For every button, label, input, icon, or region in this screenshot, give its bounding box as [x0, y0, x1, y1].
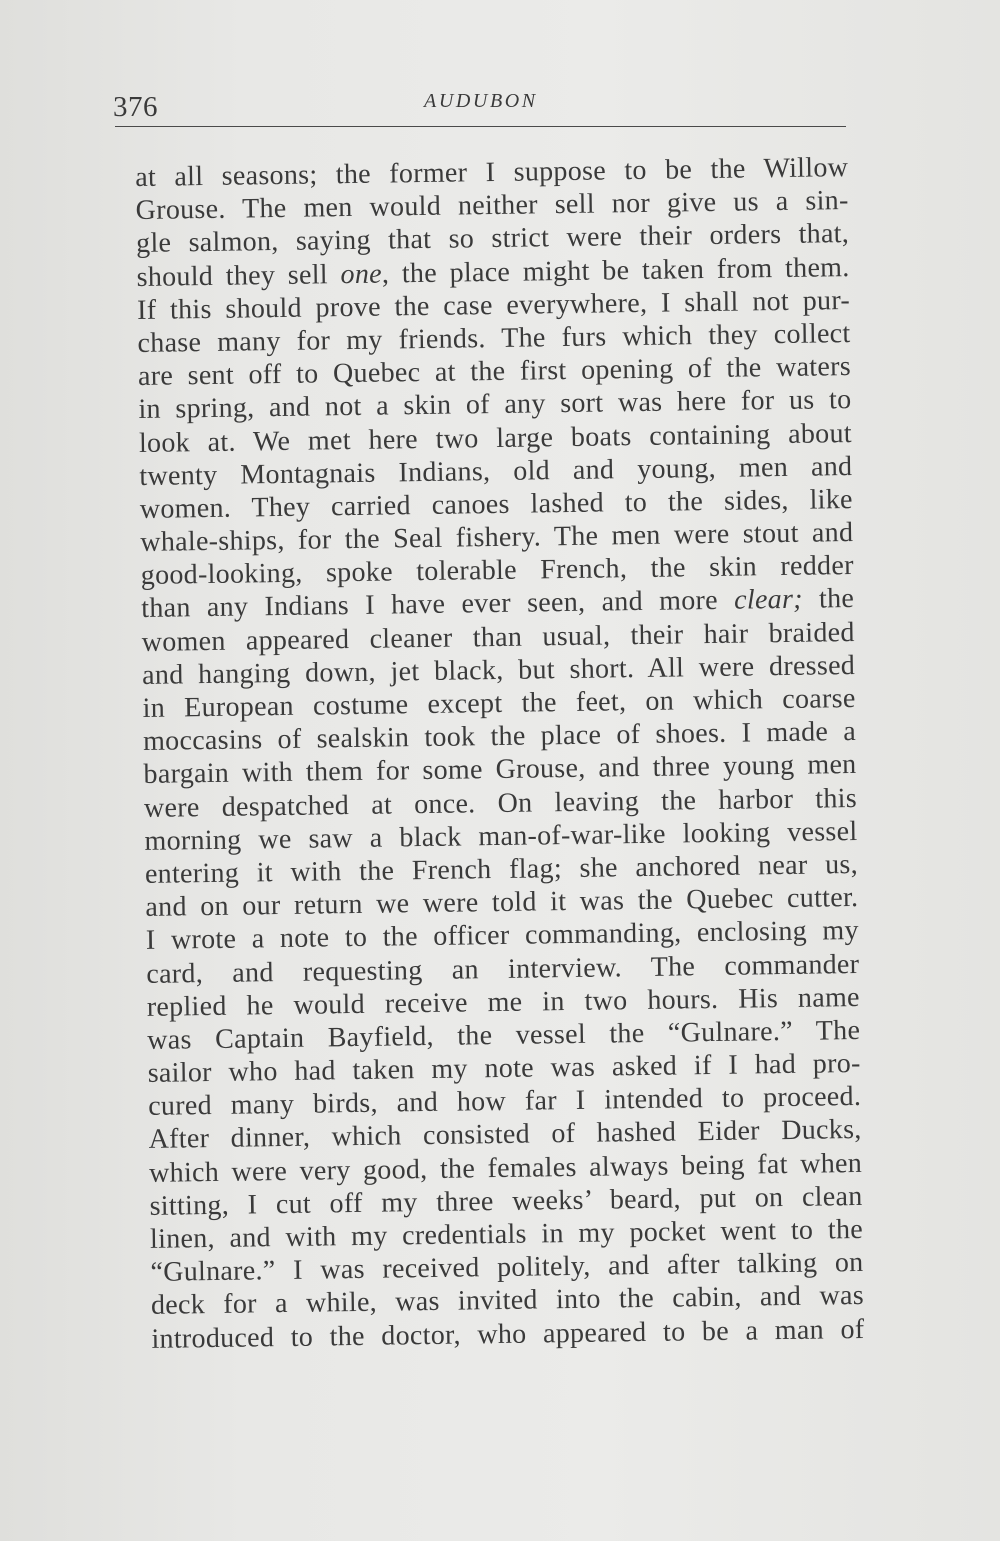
text-line: chase many for my friends. The furs which they collect — [137, 317, 851, 359]
page-number: 376 — [113, 91, 158, 123]
text-line: in spring, and not a skin of any sort was here for us to — [138, 384, 852, 426]
italic-text: clear; — [733, 584, 804, 617]
text-run: the — [802, 583, 855, 616]
text-run: should they sell — [136, 258, 341, 293]
text-line: deck for a while, was invited into the cabin, and was — [150, 1280, 865, 1322]
text-line: introduced to the doctor, who appeared to be a man of — [151, 1313, 865, 1355]
text-line: entering it with the French flag; she anchored near us, — [144, 848, 859, 890]
text-line: twenty Montagnais Indians, old and young, men and — [139, 450, 853, 492]
text-line: cured many birds, and how far I intended to proceed. — [147, 1081, 862, 1123]
text-line: in European costume except the feet, on which coarse — [142, 682, 856, 724]
text-line: “Gulnare.” I was received politely, and after talking on — [150, 1247, 864, 1289]
text-line: I wrote a note to the officer commanding, enclosing my — [145, 915, 860, 957]
text-line: which were very good, the females always being fat when — [148, 1147, 863, 1189]
header-rule — [115, 126, 846, 127]
text-line: If this should prove the case everywhere, I shall not pur- — [136, 284, 851, 326]
text-line: at all seasons; the former I suppose to be the Willow — [135, 152, 849, 193]
text-line: whale-ships, for the Seal fishery. The men were stout and — [140, 517, 854, 559]
text-line: sitting, I cut off my three weeks’ beard, put on clean — [149, 1180, 863, 1222]
text-line: were despatched at once. On leaving the harbor this — [143, 782, 858, 824]
text-line: replied he would receive me in two hours. His name — [146, 981, 860, 1023]
text-line: and on our return we were told it was the Quebec cutter. — [145, 882, 859, 924]
text-line: are sent off to Quebec at the first opening of the waters — [137, 351, 852, 393]
body-text — [135, 151, 865, 1356]
text-line: morning we saw a black man-of-war-like looking vessel — [144, 815, 858, 857]
running-head: AUDUBON — [424, 90, 538, 112]
text-line: women. They carried canoes lashed to the sides, like — [139, 483, 854, 525]
text-line: sailor who had taken my note was asked if I had pro- — [147, 1048, 861, 1089]
text-line: gle salmon, saying that so strict were their orders that, — [135, 218, 850, 260]
text-line: Grouse. The men would neither sell nor give us a sin- — [135, 185, 849, 227]
text-line: bargain with them for some Grouse, and three young men — [143, 749, 857, 791]
text-run: , the place might be taken from them. — [381, 251, 850, 290]
text-line: and hanging down, jet black, but short. All were dressed — [141, 649, 856, 691]
text-line: look at. We met here two large boats containing about — [138, 417, 853, 459]
text-line: linen, and with my credentials in my pocket went to the — [149, 1213, 864, 1255]
text-line: moccasins of sealskin took the place of shoes. I made a — [142, 716, 857, 758]
italic-text: one — [340, 258, 383, 290]
text-line: was Captain Bayfield, the vessel the “Gulnare.” The — [147, 1014, 861, 1056]
text-line: women appeared cleaner than usual, their hair braided — [141, 616, 855, 658]
text-line: After dinner, which consisted of hashed Eider Ducks, — [148, 1114, 862, 1156]
text-line: good-looking, spoke tolerable French, the skin redder — [140, 550, 854, 592]
text-line: card, and requesting an interview. The commander — [146, 948, 860, 990]
text-run: than any Indians I have ever seen, and more — [141, 585, 735, 625]
